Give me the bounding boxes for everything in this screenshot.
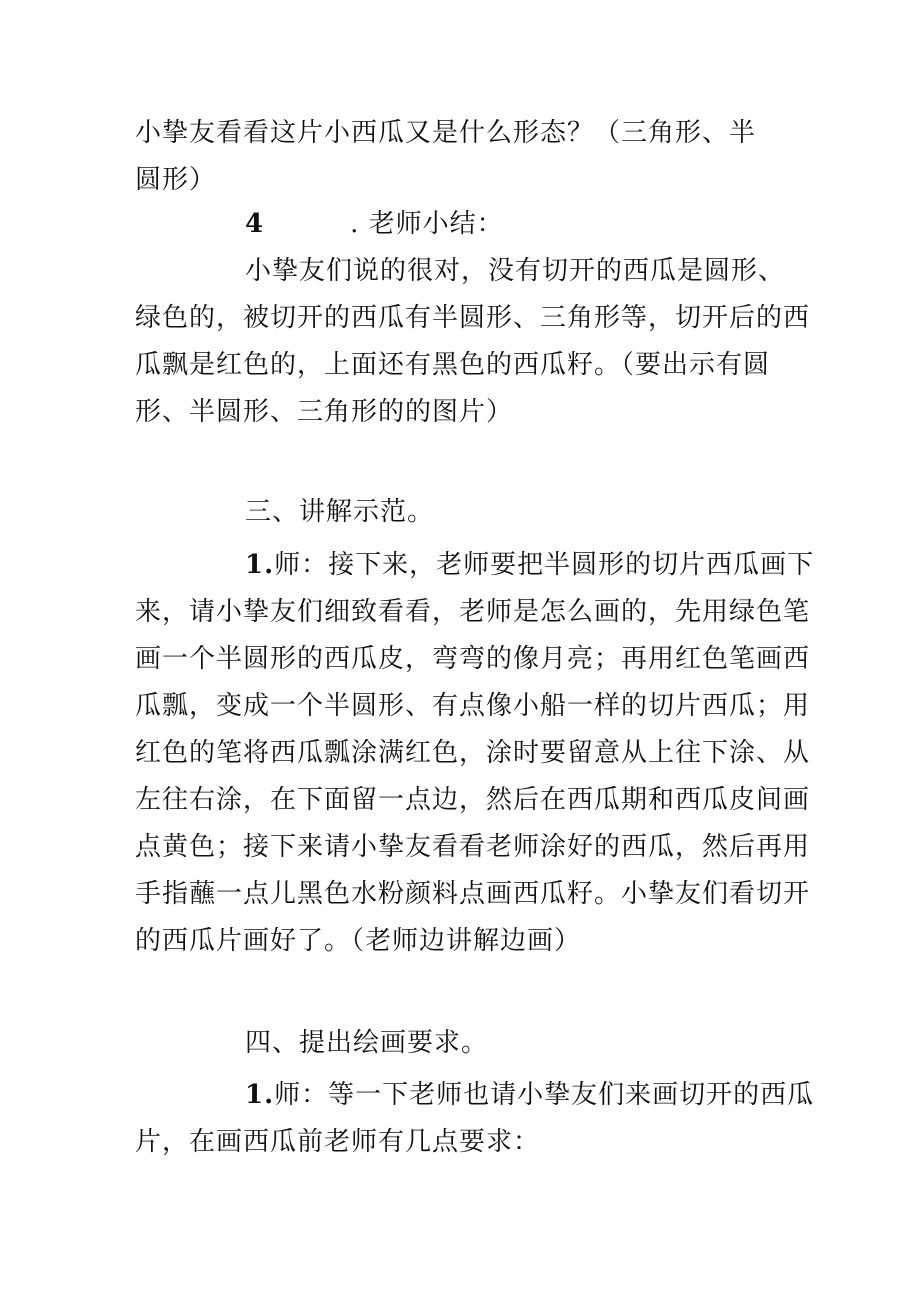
paragraph-drawing-requirements (135, 1072, 815, 1166)
text-line: 点黄色；接下来请小挚友看看老师涂好的西瓜，然后再用 (135, 832, 811, 862)
text-line: 圆形） (135, 165, 217, 195)
section-title: 三、讲解示范。 (245, 497, 435, 527)
text-line: 片，在画西瓜前老师有几点要求： (135, 1127, 541, 1157)
text-line: 来，请小挚友们细致看看，老师是怎么画的，先用绿色笔 (135, 597, 811, 627)
section-heading-drawing-requirements (135, 1020, 795, 1067)
text-line: 形、半圆形、三角形的的图片） (135, 397, 514, 427)
item-number: 1. (245, 550, 275, 580)
text-line: 的西瓜片画好了。（老师边讲解边画） (135, 926, 582, 956)
item-title: . 老师小结： (350, 209, 504, 239)
text-line: 瓜瓢，变成一个半圆形、有点像小船一样的切片西瓜；用 (135, 691, 811, 721)
text-line: 小挚友看看这片小西瓜又是什么形态？（三角形、半 (135, 118, 757, 148)
section-heading-demonstration (135, 489, 795, 536)
text-line: 小挚友们说的很对，没有切开的西瓜是圆形、 (245, 256, 786, 286)
text-line: 师：等一下老师也请小挚友们来画切开的西瓜 (274, 1080, 815, 1110)
text-line: 红色的笔将西瓜瓢涂满红色，涂时要留意从上往下涂、从 (135, 738, 811, 768)
text-line: 左往右涂，在下面留一点边，然后在西瓜期和西瓜皮间画 (135, 785, 811, 815)
text-line: 师：接下来，老师要把半圆形的切片西瓜画下 (274, 550, 815, 580)
paragraph-teacher-demonstration (135, 542, 815, 965)
text-line: 手指蘸一点儿黑色水粉颜料点画西瓜籽。小挚友们看切开 (135, 879, 811, 909)
paragraph-teacher-summary (135, 248, 811, 436)
item-number: 1. (245, 1080, 275, 1110)
paragraph-watermelon-shape-question (135, 110, 795, 204)
text-line: 瓜飘是红色的，上面还有黑色的西瓜籽。（要出示有圆 (135, 350, 771, 380)
text-line: 绿色的，被切开的西瓜有半圆形、三角形等，切开后的西 (135, 303, 811, 333)
section-teacher-summary-heading (135, 201, 795, 248)
text-line: 画一个半圆形的西瓜皮，弯弯的像月亮；再用红色笔画西 (135, 644, 811, 674)
section-title: 四、提出绘画要求。 (245, 1028, 489, 1058)
item-number: 4 (245, 209, 265, 239)
